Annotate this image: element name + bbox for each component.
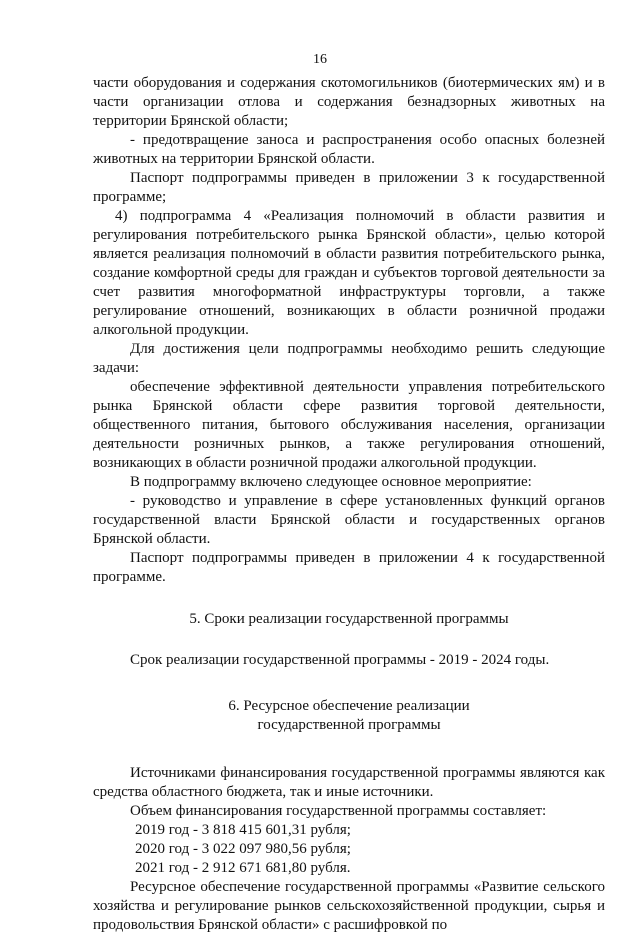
financing-year-2021: 2021 год - 2 912 671 681,80 рубля. bbox=[135, 860, 351, 876]
section-5-text: Срок реализации государственной программы - 2019 - 2024 годы. bbox=[130, 652, 550, 668]
page-number: 16 bbox=[313, 52, 327, 67]
paragraph-goal-tasks: Для достижения цели подпрограммы необходимо решить следующие задачи: bbox=[93, 341, 605, 376]
paragraph-financing-volume: Объем финансирования государственной программы составляет: bbox=[130, 803, 547, 819]
paragraph-passport-4: Паспорт подпрограммы приведен в приложении 4 к государственной программе. bbox=[93, 550, 605, 585]
paragraph-passport-3: Паспорт подпрограммы приведен в приложении 3 к государственной программе; bbox=[93, 170, 605, 205]
paragraph-management: - руководство и управление в сфере установленных функций органов государственной власти Брянской области и государственных органов Брянской области. bbox=[93, 493, 605, 547]
financing-year-2019: 2019 год - 3 818 415 601,31 рубля; bbox=[135, 822, 351, 838]
section-5-heading: 5. Сроки реализации государственной программы bbox=[189, 611, 509, 627]
document-body bbox=[93, 74, 605, 935]
paragraph-continuation: части оборудования и содержания скотомогильников (биотермических ям) и в части организации отлова и содержания безнадзорных животных на территории Брянской области; bbox=[93, 75, 605, 129]
paragraph-main-activity: В подпрограмму включено следующее основное мероприятие: bbox=[130, 474, 532, 490]
paragraph-task-description: обеспечение эффективной деятельности управления потребительского рынка Брянской области сфере развития торговой деятельности, общественного питания, бытового обслуживания населения, организации деятельности розничных рынков, а также регулирования отношений, возникающих в области розничной продажи алкогольной продукции. bbox=[93, 379, 605, 471]
section-6-heading-line-2: государственной программы bbox=[257, 717, 441, 733]
paragraph-disease-prevention: - предотвращение заноса и распространения особо опасных болезней животных на территории Брянской области. bbox=[93, 132, 605, 167]
section-6-heading-line-1: 6. Ресурсное обеспечение реализации bbox=[228, 698, 470, 714]
paragraph-financing-sources: Источниками финансирования государственной программы являются как средства областного бюджета, так и иные источники. bbox=[93, 765, 605, 800]
paragraph-resource-provision: Ресурсное обеспечение государственной программы «Развитие сельского хозяйства и регулирование рынков сельскохозяйственной продукции, сырья и продовольствия Брянской области» с расшифровкой по bbox=[93, 879, 605, 933]
paragraph-subprogram-4: 4) подпрограмма 4 «Реализация полномочий в области развития и регулирования потребительского рынка Брянской области», целью которой является реализация полномочий в области развития потребительского рынка, создание комфортной среды для граждан и субъектов торговой деятельности за счет развития многоформатной инфраструктуры торговли, а также регулирование отношений, возникающих в области розничной продажи алкогольной продукции. bbox=[93, 208, 605, 338]
financing-year-2020: 2020 год - 3 022 097 980,56 рубля; bbox=[135, 841, 351, 857]
